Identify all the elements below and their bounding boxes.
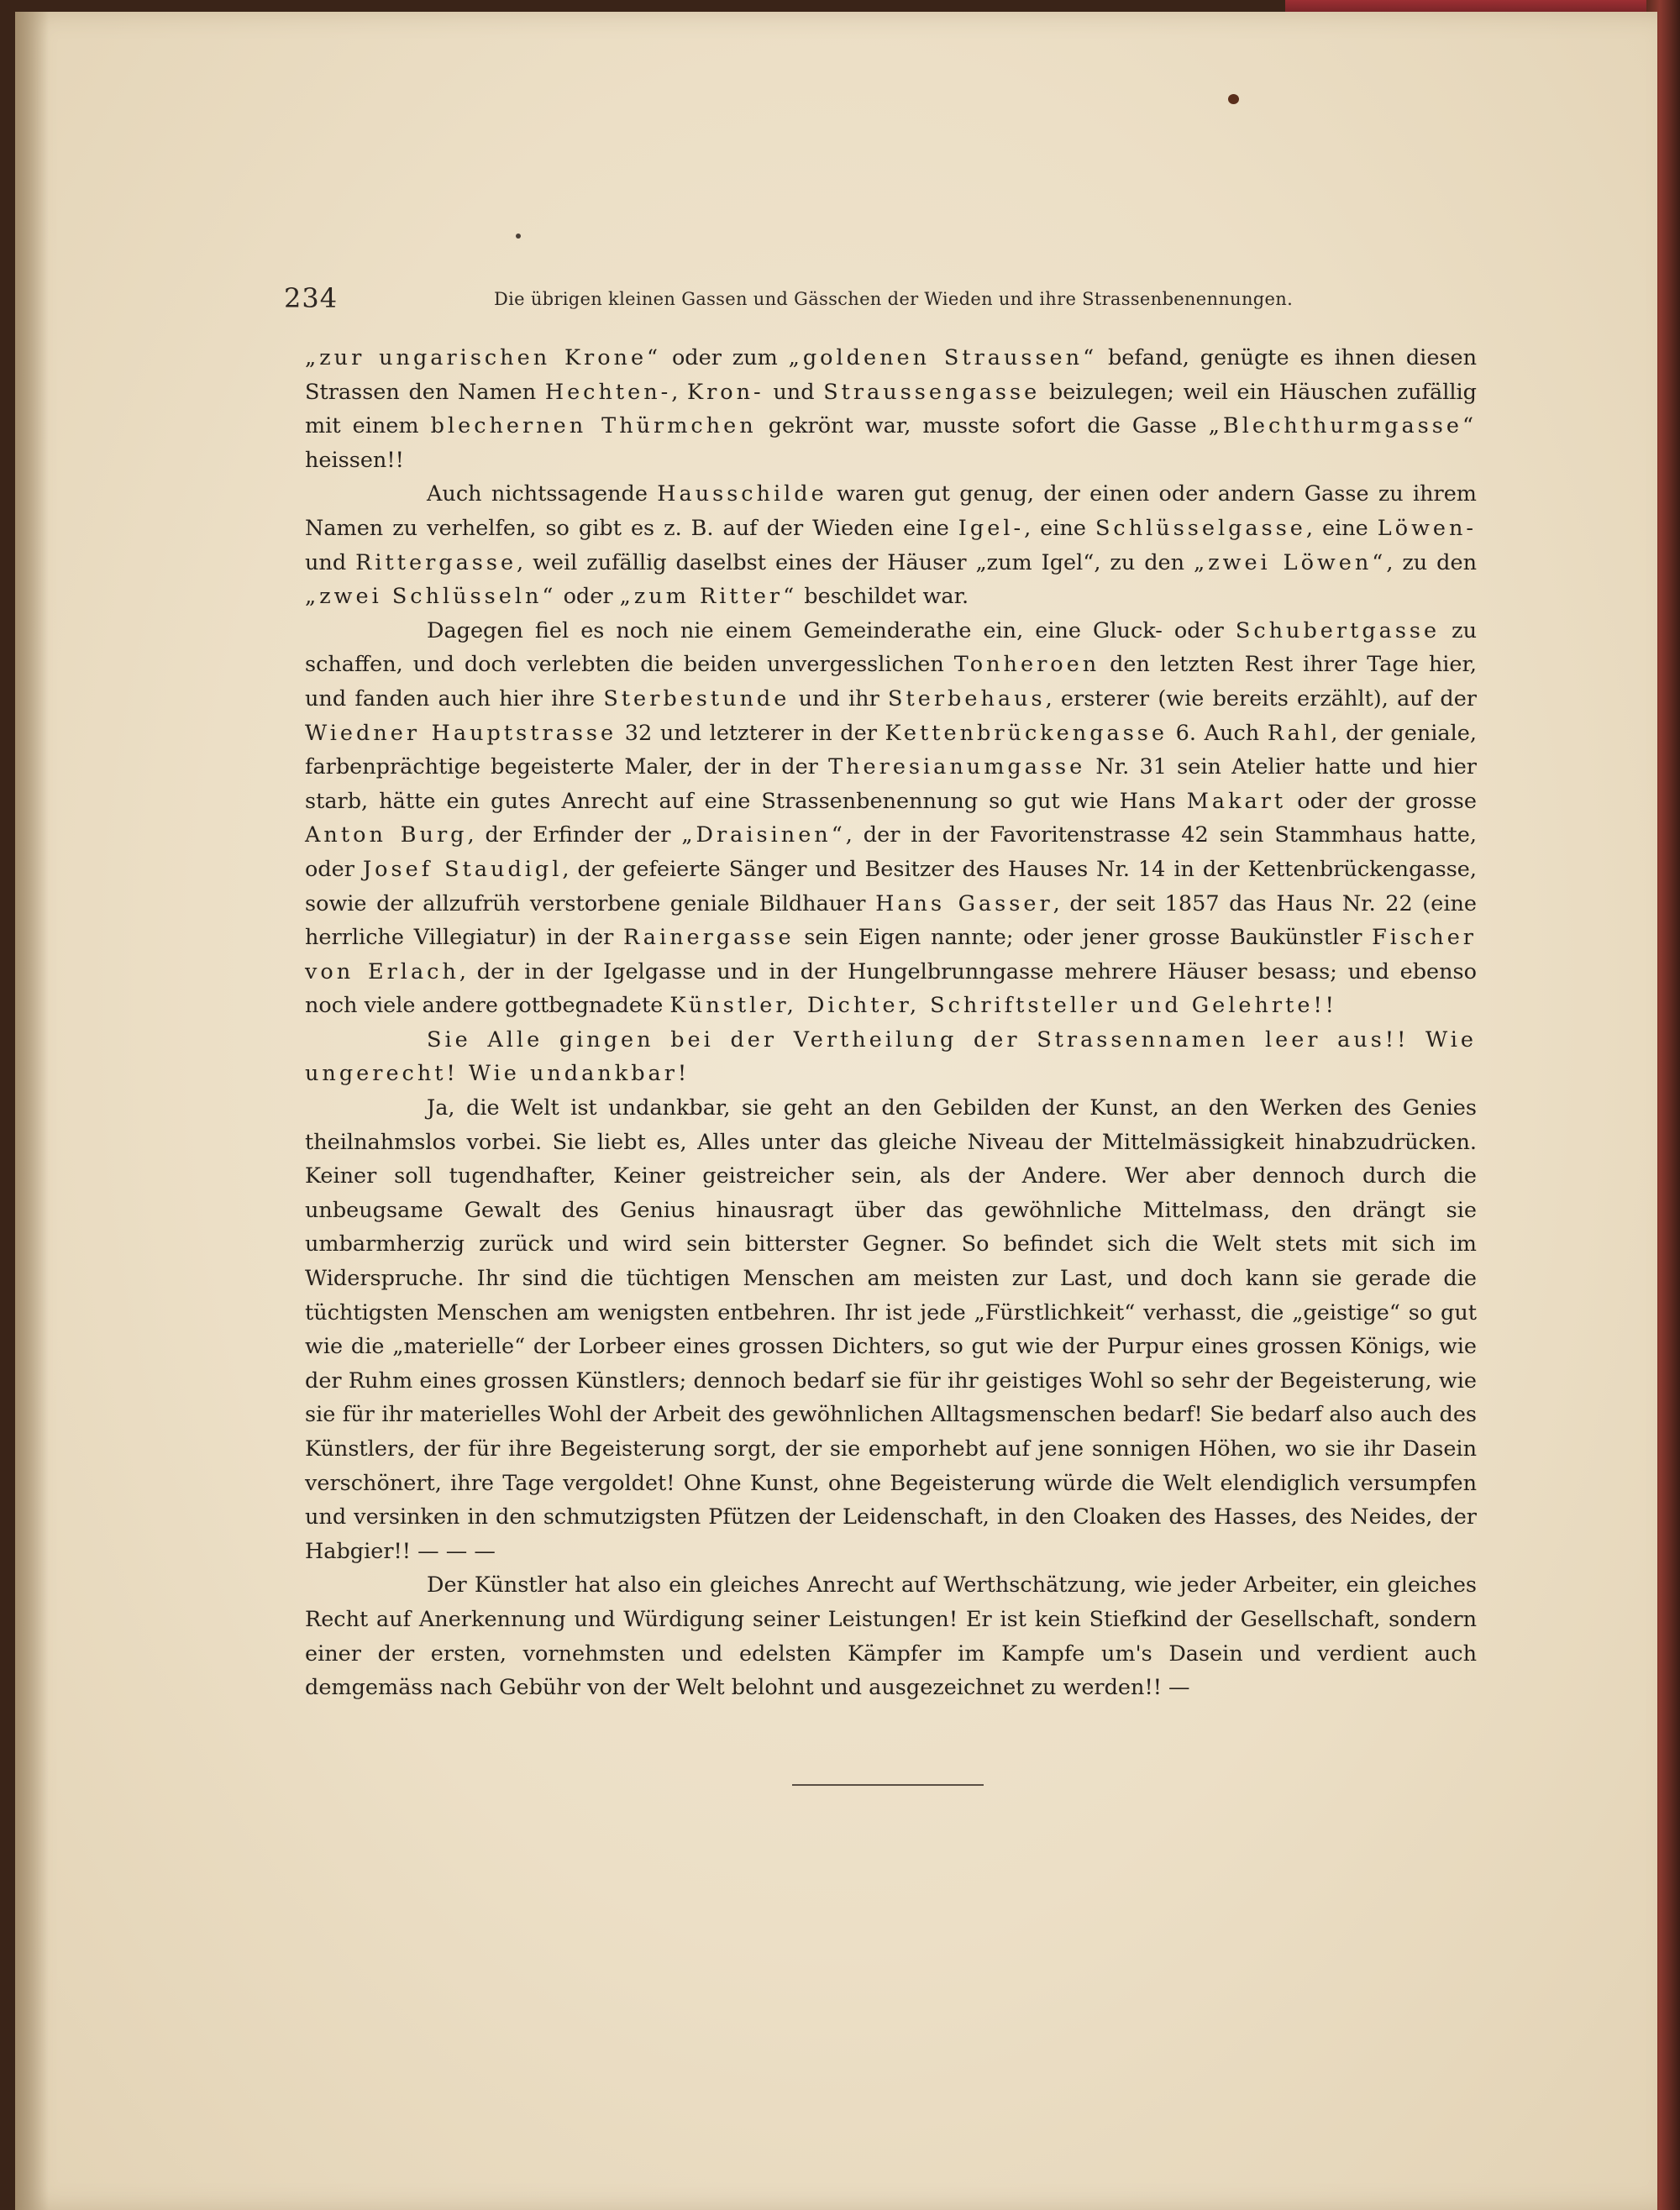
spaced-emphasis-text: Kron- <box>687 379 764 405</box>
text-run: gekrönt war, musste sofort die Gasse <box>756 413 1209 439</box>
paragraph <box>305 1568 1477 1704</box>
text-run: und <box>305 549 356 575</box>
text-run: 32 und letzterer in der <box>617 720 885 746</box>
section-end-rule <box>792 1784 984 1786</box>
spaced-emphasis-text: „zwei Löwen“ <box>1193 549 1387 575</box>
text-run: 6. Auch <box>1168 720 1268 746</box>
spaced-emphasis-text: Sterbehaus <box>888 685 1046 711</box>
text-run: oder <box>1162 617 1236 643</box>
text-run: zu schaffen, und doch verlebten die beiden unvergesslichen <box>305 617 1478 678</box>
text-run: , zu den <box>1386 549 1477 575</box>
text-run: Gluck- <box>1093 617 1163 643</box>
text-run: oder <box>556 584 620 610</box>
spaced-emphasis-text: Sterbestunde <box>603 685 790 711</box>
paragraph <box>305 1091 1477 1568</box>
spaced-emphasis-text: „Blechthurmgasse“ <box>1208 413 1477 439</box>
spaced-emphasis-text: Kettenbrückengasse <box>885 720 1168 746</box>
paragraph <box>305 1023 1477 1091</box>
ink-spot <box>1228 94 1239 104</box>
text-run: , der Erfinder der <box>467 822 682 848</box>
spaced-emphasis-text: Anton Burg <box>305 822 468 848</box>
text-run: , der seit 1857 das Haus Nr. 22 (eine herrliche Villegiatur) in der <box>305 890 1477 951</box>
text-run: den letzten Rest ihrer Tage hier, und fanden auch hier ihre <box>305 652 1477 711</box>
text-run: beschildet war. <box>797 584 969 610</box>
text-run: , ersterer (wie bereits erzählt), auf der <box>1045 685 1477 711</box>
running-title: Die übrigen kleinen Gassen und Gässchen der Wieden und ihre Strassenbenennungen. <box>494 289 1294 309</box>
spaced-emphasis-text: „goldenen Straussen“ <box>788 345 1098 370</box>
text-run: „zum Igel“ <box>975 549 1095 575</box>
spaced-emphasis-text: „Draisinen“ <box>681 822 846 848</box>
dust-speck <box>516 234 521 239</box>
spaced-emphasis-text: Igel- <box>958 515 1025 541</box>
spaced-emphasis-text: Tonheroen <box>953 652 1100 678</box>
spaced-emphasis-text: Rahl <box>1267 720 1331 746</box>
text-run: Ja, die Welt ist undankbar, sie geht an den Gebilden der Kunst, an den Werken des Genies theilnahmslos vorbei. Sie liebt es, Alles unter das gleiche Niveau der Mittelmässigkeit hinabzudrücken. Keiner soll tugendhafter, Keiner geistreicher sein, als der Andere. Wer aber dennoch durch die unbeugsame Gewalt des Genius hinausragt über das gewöhnliche Mittelmass, den drängt sie umbarmherzig zurück und wird sein bitterster Gegner. So befindet sich die Welt stets mit sich im Widerspruche. Ihr sind die tüchtigen Menschen am meisten zur Last, und doch kann sie gerade die tüchtigsten Menschen am wenigsten entbehren. Ihr ist jede „Fürstlichkeit“ verhasst, die „geistige“ so gut wie die „materielle“ der Lorbeer eines grossen Dichters, so gut wie der Purpur eines grossen Königs, wie der Ruhm eines grossen Künstlers; dennoch bedarf sie für ihr geistiges Wohl so sehr der Begeisterung, wie sie für ihr materielles Wohl der Arbeit des gewöhnlichen Alltagsmenschen bedarf! Sie bedarf also auch des Künstlers, der für ihre Begeisterung sorgt, der sie emporhebt auf jene sonnigen Höhen, wo sie ihr Dasein verschönert, ihre Tage vergoldet! Ohne Kunst, ohne Begeisterung würde die Welt elendiglich versumpfen und versinken in den schmutzigsten Pfützen der Leidenschaft, in den Cloaken des Hasses, des Neides, der Habgier!! — — — <box>305 1095 1477 1564</box>
text-run: oder zum <box>661 345 789 370</box>
paragraph <box>305 341 1477 477</box>
spaced-emphasis-text: blechernen Thürmchen <box>430 413 757 439</box>
spaced-emphasis-text: Künstler, Dichter, Schriftsteller und Gelehrte!! <box>669 993 1337 1019</box>
spaced-emphasis-text: Schlüsselgasse <box>1095 515 1306 541</box>
text-run: befand, genügte es ihnen diesen Strassen den Namen <box>305 345 1478 405</box>
text-run: und ihr <box>790 685 889 711</box>
spaced-emphasis-text: „zwei Schlüsseln“ <box>305 584 557 610</box>
paragraph <box>305 614 1477 1023</box>
text-run: waren gut genug, der einen oder andern Gasse zu ihrem Namen zu verhelfen, so gibt es z. B. auf der Wieden eine <box>305 481 1477 541</box>
text-run: , zu den <box>1094 549 1194 575</box>
spaced-emphasis-text: Schubertgasse <box>1235 617 1441 643</box>
text-run: , weil zufällig daselbst eines der Häuser <box>517 549 976 575</box>
text-run: Nr. 31 sein Atelier hatte und hier starb, hätte ein gutes Anrecht auf eine Strassenbenennung so gut wie Hans <box>305 754 1477 814</box>
text-run: , der in der Igelgasse und in der Hungelbrunngasse mehrere Häuser besass; und ebenso noch viele andere gottbegnadete <box>305 958 1477 1019</box>
spaced-emphasis-text: Hechten- <box>544 379 672 405</box>
spaced-emphasis-text: Straussengasse <box>823 379 1041 405</box>
text-run: beizulegen; weil ein Häuschen zufällig mit einem <box>305 379 1477 439</box>
spaced-emphasis-text: Hans Gasser <box>875 890 1053 916</box>
spaced-emphasis-text: Löwen- <box>1377 515 1478 541</box>
page-number: 234 <box>284 282 339 314</box>
text-run: , der in der Favoritenstrasse 42 sein Stammhaus hatte, oder <box>305 822 1477 882</box>
spaced-emphasis-text: Josef Staudigl <box>362 856 563 882</box>
text-run: , der geniale, farbenprächtige begeisterte Maler, der in der <box>305 720 1477 780</box>
spaced-emphasis-text: „zum Ritter“ <box>619 584 798 610</box>
book-page <box>15 12 1657 2210</box>
spaced-emphasis-text: Rittergasse <box>355 549 517 575</box>
text-run: Auch nichtssagende <box>427 481 658 507</box>
spaced-emphasis-text: Makart <box>1186 788 1287 814</box>
spaced-emphasis-text: Wiedner Hauptstrasse <box>305 720 617 746</box>
text-run: heissen!! <box>305 447 404 473</box>
text-run: Dagegen fiel es noch nie einem Gemeinderathe ein, eine <box>427 617 1094 643</box>
spaced-emphasis-text: Sie Alle gingen bei der Vertheilung der Strassennamen leer aus!! Wie ungerecht! Wie undankbar! <box>305 1026 1477 1087</box>
text-run: sein Eigen nannte; oder jener grosse Baukünstler <box>794 925 1373 951</box>
spaced-emphasis-text: Fischer von Erlach <box>305 925 1477 984</box>
text-run: , eine <box>1024 515 1095 541</box>
text-run: Der Künstler hat also ein gleiches Anrecht auf Werthschätzung, wie jeder Arbeiter, ein gleiches Recht auf Anerkennung und Würdigung seiner Leistungen! Er ist kein Stiefkind der Gesellschaft, sondern einer der ersten, vornehmsten und edelsten Kämpfer im Kampfe um's Dasein und verdient auch demgemäss nach Gebühr von der Welt belohnt und ausgezeichnet zu werden!! — <box>305 1572 1477 1701</box>
body-text <box>305 341 1477 1705</box>
spaced-emphasis-text: Theresianumgasse <box>828 754 1086 780</box>
page-header <box>284 282 1313 324</box>
page-gutter <box>15 12 49 2210</box>
spaced-emphasis-text: Hausschilde <box>657 481 827 507</box>
text-run: , der gefeierte Sänger und Besitzer des Hauses Nr. 14 in der Kettenbrückengasse, sowie der allzufrüh verstorbene geniale Bildhauer <box>305 856 1477 916</box>
text-run: und <box>764 379 824 405</box>
text-run: , <box>671 379 688 405</box>
paragraph <box>305 477 1477 613</box>
text-run: , eine <box>1305 515 1378 541</box>
spaced-emphasis-text: „zur ungarischen Krone“ <box>305 345 662 370</box>
spaced-emphasis-text: Rainergasse <box>622 925 795 951</box>
text-run: oder der grosse <box>1286 788 1477 814</box>
